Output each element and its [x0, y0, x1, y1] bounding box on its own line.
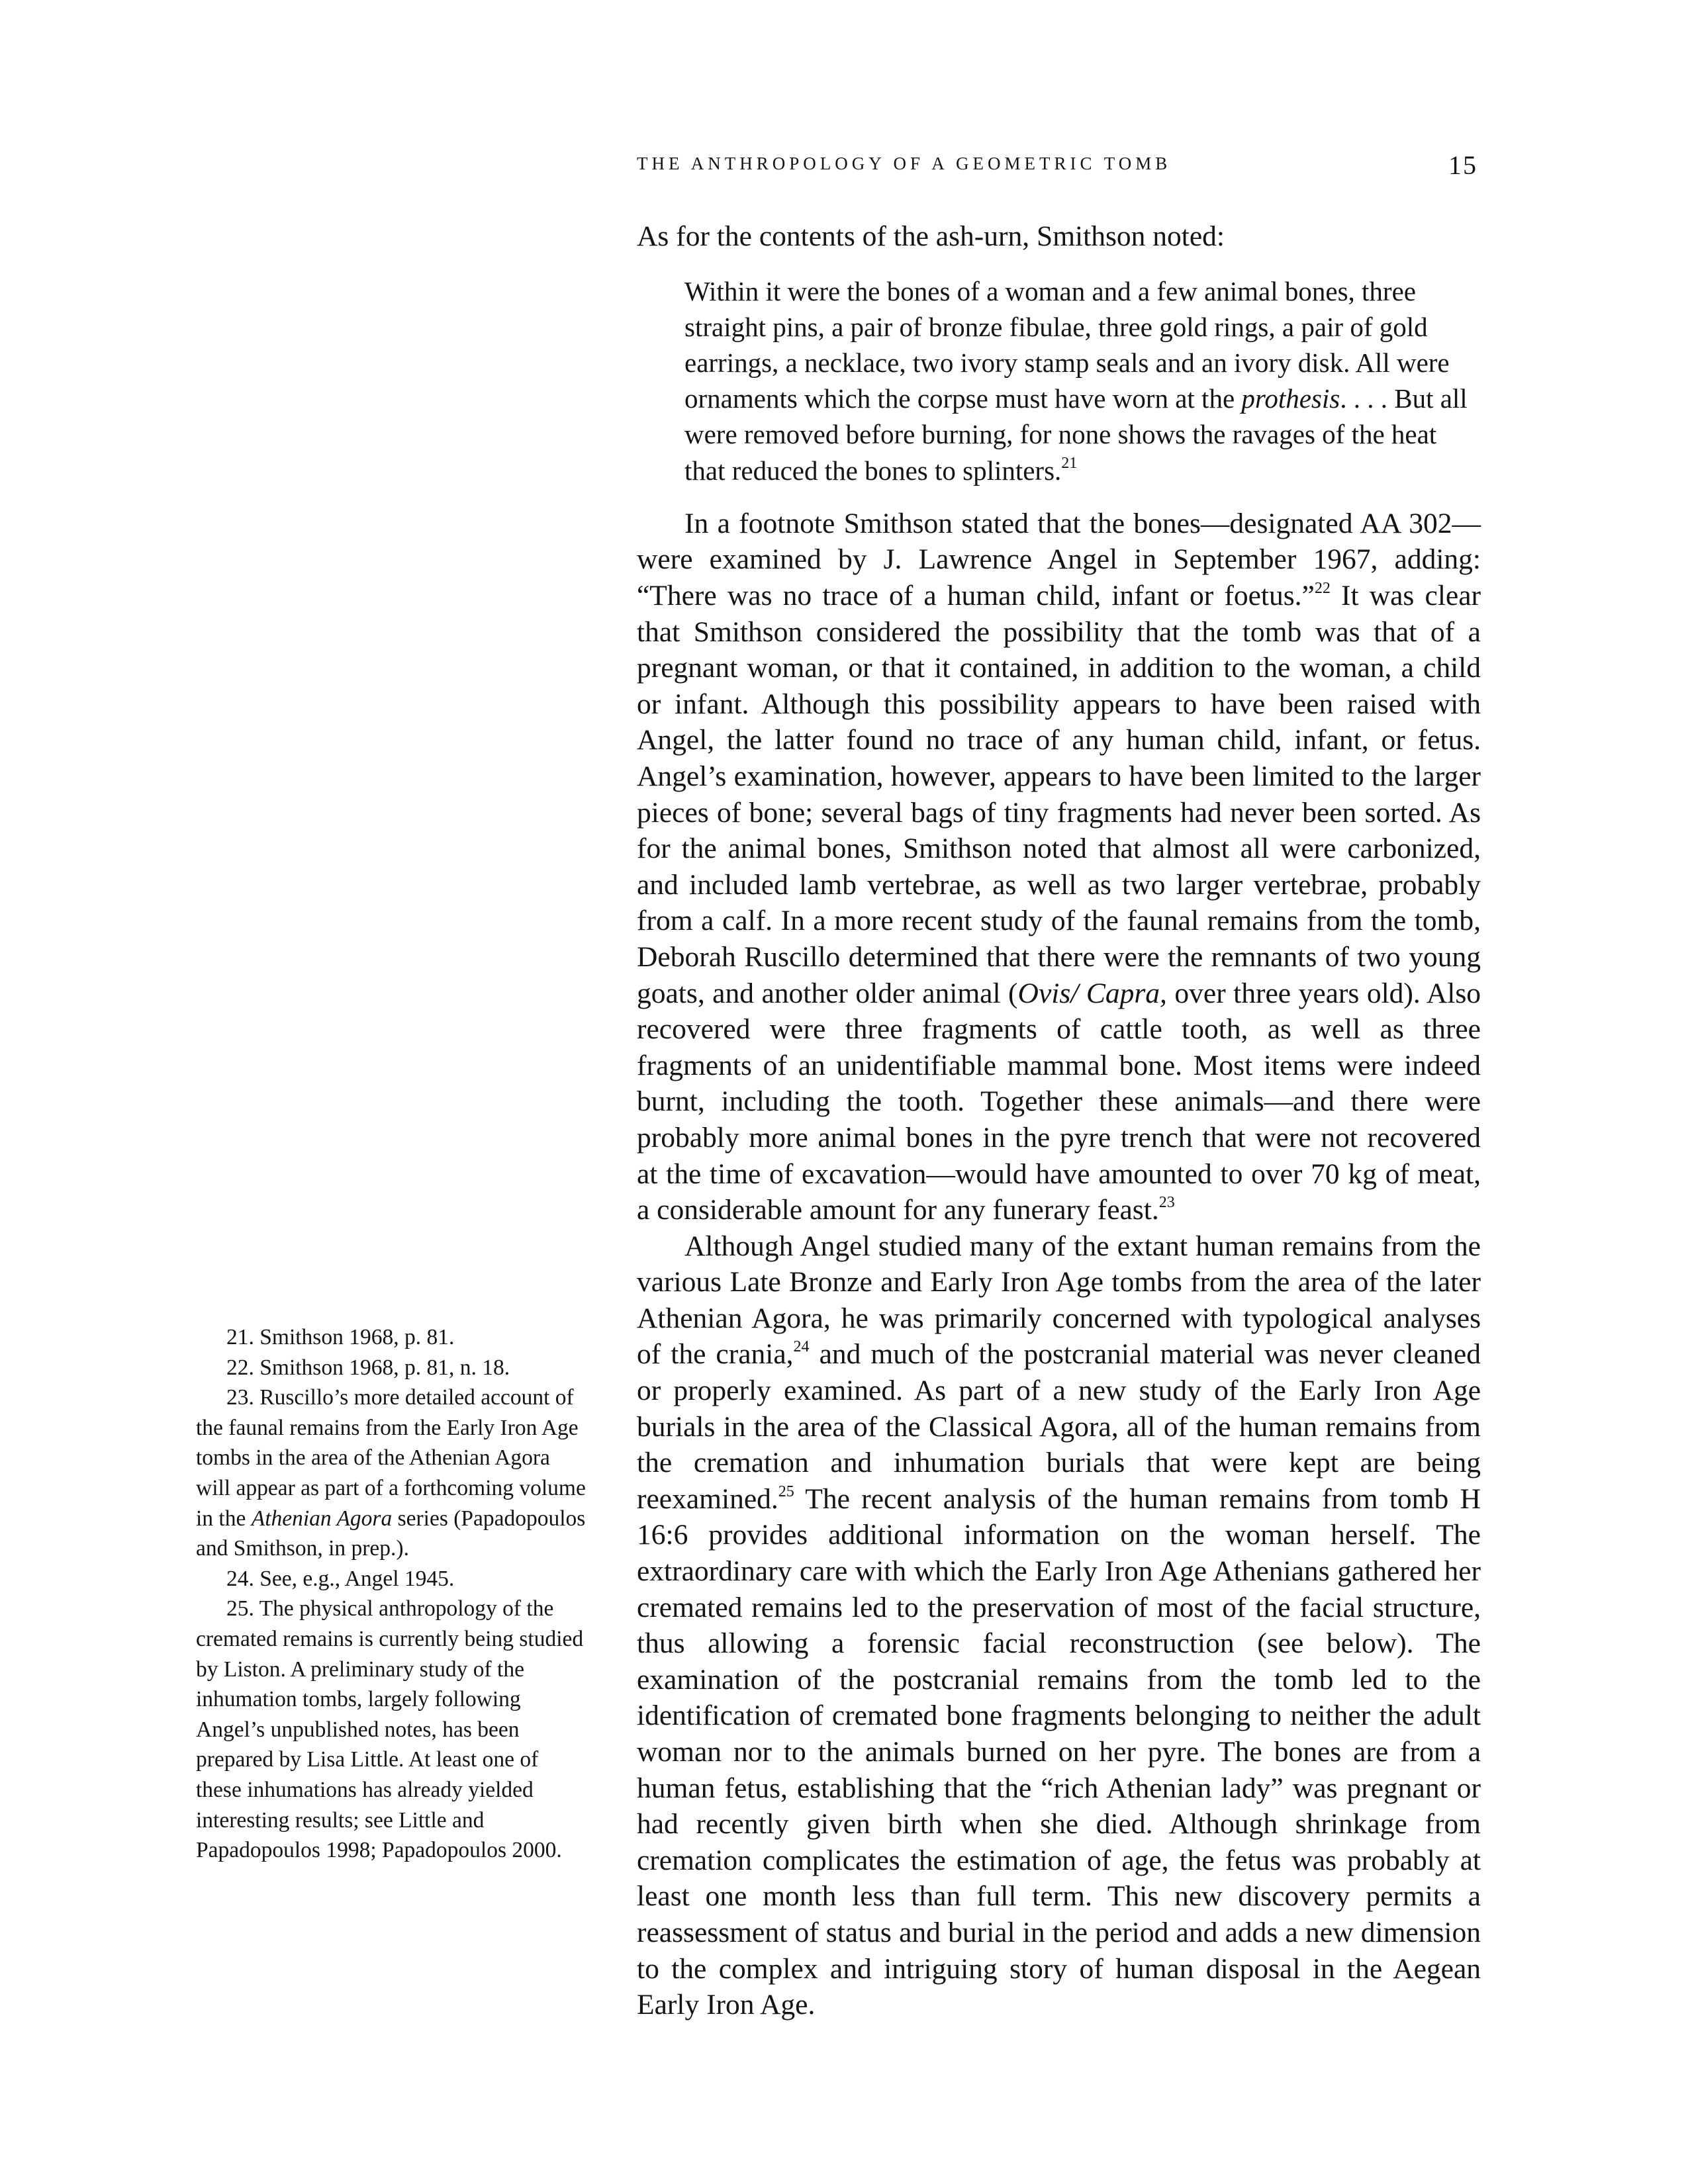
quote-text-part: . . . . But all were removed before burning, for none shows the ravages of the heat that reduced the bones to splinters. — [684, 383, 1468, 486]
body-paragraph — [637, 506, 1481, 1228]
paragraph-text: and much of the postcranial material was never cleaned or properly examined. As part of a new study of the Early Iron Age burials in the area of the Classical Agora, all of the human remains from the cremation and inhumation burials that were kept are being reexamined. — [637, 1338, 1481, 1515]
footnote-25: 25. The physical anthropology of the cremated remains is currently being studied by Liston. A preliminary study of the inhumation tombs, largely following Angel’s unpublished notes, has been prepared by Lisa Little. At least one of these inhumations has already yielded interesting results; see Little and Papadopoulos 1998; Papadopoulos 2000. — [196, 1596, 584, 1863]
footnotes — [196, 1322, 586, 1866]
block-quote-text — [684, 273, 1481, 488]
running-head — [637, 150, 1477, 180]
paragraph-text: The recent analysis of the human remains from tomb H 16:6 provides additional information on the woman herself. The extraordinary care with which the Early Iron Age Athenians gathered her cremated remains led to the preservation of most of the facial structure, thus allowing a forensic facial reconstruction (see below). The examination of the postcranial remains from the tomb led to the identification of cremated bone fragments belonging to neither the adult woman nor to the animals burned on her pyre. The bones are from a human fetus, establishing that the “rich Athenian lady” was pregnant or had recently given birth when she died. Although shrinkage from cremation complicates the estimation of age, the fetus was probably at least one month less than full term. This new discovery permits a reassessment of status and burial in the period and adds a new dimension to the complex and intriguing story of human disposal in the Aegean Early Iron Age. — [637, 1482, 1481, 2021]
paragraph-text: In a footnote Smithson stated that the bones—designated AA 302—were examined by J. Lawrence Angel in September 1967, adding: “There was no trace of a human child, infant or foetus.” — [637, 507, 1481, 612]
footnote-24: 24. See, e.g., Angel 1945. — [226, 1566, 455, 1591]
italic-taxon: Ovis/ Capra, — [1017, 977, 1167, 1009]
footnote-ref-22[interactable]: 22 — [1314, 580, 1331, 597]
footnote-ref-21[interactable]: 21 — [1061, 454, 1078, 472]
footnote-21: 21. Smithson 1968, p. 81. — [226, 1325, 455, 1349]
paragraph-text: Although Angel studied many of the extant human remains from the various Late Bronze and Early Iron Age tombs from the area of the later Athenian Agora, he was primarily concerned with typological analyses of the crania, — [637, 1230, 1481, 1371]
footnote-22: 22. Smithson 1968, p. 81, n. 18. — [226, 1355, 510, 1380]
footnote-italic-series: Athenian Agora — [251, 1506, 393, 1531]
footnote-23 — [196, 1383, 586, 1564]
footnote-text: series (Papadopoulos and Smithson, in prep.). — [196, 1506, 586, 1561]
body-paragraph — [637, 1228, 1481, 2023]
page-number: 15 — [1448, 150, 1477, 180]
block-quote — [684, 273, 1481, 488]
footnote-ref-23[interactable]: 23 — [1158, 1194, 1175, 1212]
quote-lead-in: As for the contents of the ash-urn, Smithson noted: — [637, 220, 1225, 252]
quote-italic-term: prothesis — [1241, 383, 1340, 414]
running-title: THE ANTHROPOLOGY OF A GEOMETRIC TOMB — [637, 154, 1172, 173]
main-text-column — [637, 218, 1481, 2023]
footnote-ref-24[interactable]: 24 — [793, 1338, 810, 1356]
quote-text-part: Within it were the bones of a woman and a few animal bones, three straight pins, a pair of bronze fibulae, three gold rings, a pair of gold earrings, a necklace, two ivory stamp seals and an ivory disk. All were ornaments which the corpse must have worn at the — [684, 275, 1450, 414]
footnote-text: 23. Ruscillo’s more detailed account of the faunal remains from the Early Iron Age tombs in the area of the Athenian Agora will appear as part of a forthcoming volume in the — [196, 1385, 586, 1531]
paragraph-text: It was clear that Smithson considered the possibility that the tomb was that of a pregnant woman, or that it contained, in addition to the woman, a child or infant. Although this possibility appears to have been raised with Angel, the latter found no trace of any human child, infant, or fetus. Angel’s examination, however, appears to have been limited to the larger pieces of bone; several bags of tiny fragments had never been sorted. As for the animal bones, Smithson noted that almost all were carbonized, and included lamb vertebrae, as well as two larger vertebrae, probably from a calf. In a more recent study of the faunal remains from the tomb, Deborah Ruscillo determined that there were the remnants of two young goats, and another older animal ( — [637, 580, 1481, 1009]
footnote-ref-25[interactable]: 25 — [778, 1482, 794, 1500]
paragraph-text: over three years old). Also recovered were three fragments of cattle tooth, as well as three fragments of an unidentifiable mammal bone. Most items were indeed burnt, including the tooth. Together these animals—and there were probably more animal bones in the pyre trench that were not recovered at the time of excavation—would have amounted to over 70 kg of meat, a considerable amount for any funerary feast. — [637, 977, 1481, 1226]
